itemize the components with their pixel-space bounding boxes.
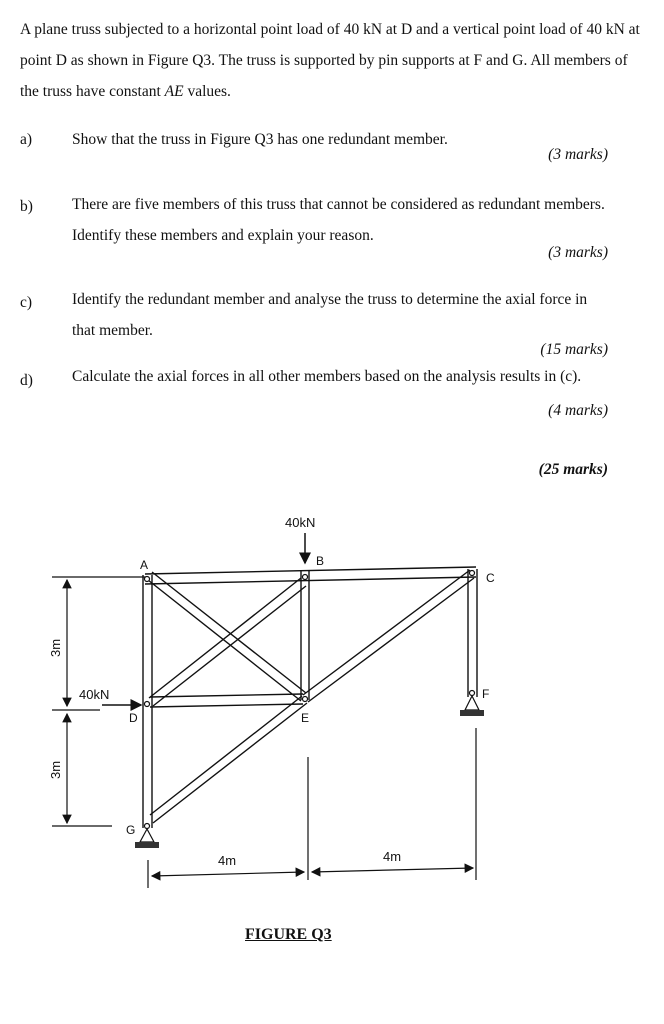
- member-de: [150, 694, 303, 707]
- truss-figure: [0, 500, 664, 920]
- member-ce: [303, 570, 474, 702]
- question-d-marks: (4 marks): [548, 402, 608, 419]
- question-a-label: a): [20, 131, 33, 148]
- dim-label-right: 4m: [383, 849, 402, 864]
- truss-members: [143, 567, 477, 828]
- joint-d: [145, 702, 150, 707]
- label-f: F: [482, 687, 490, 701]
- dim-label-left: 4m: [218, 853, 237, 868]
- question-a-marks: (3 marks): [548, 146, 608, 163]
- problem-statement: [20, 14, 640, 107]
- member-eg: [150, 696, 310, 823]
- intro-text-1: A plane truss subjected to a horizontal point load of 40 kN at D and a vertical point load of 40 kN at point D as shown in Figure Q3. The truss is supported by pin supports at F and G. All members of the truss have constant: [20, 21, 640, 100]
- question-b-marks: (3 marks): [548, 244, 608, 261]
- question-c-label: c): [20, 294, 33, 311]
- label-g: G: [126, 823, 136, 837]
- support-g: [135, 829, 159, 848]
- question-b-label: b): [20, 198, 33, 215]
- question-a-text: Show that the truss in Figure Q3 has one redundant member.: [72, 131, 448, 148]
- intro-text-2: values.: [183, 83, 231, 100]
- question-c-marks: (15 marks): [540, 341, 608, 358]
- member-cf: [468, 569, 477, 697]
- label-e: E: [301, 711, 310, 725]
- question-c-text: Identify the redundant member and analyse the truss to determine the axial force in that member.: [72, 291, 588, 339]
- joint-a: [145, 577, 150, 582]
- dim-label-lower: 3m: [48, 760, 63, 780]
- figure-caption: FIGURE Q3: [245, 926, 332, 943]
- joint-c: [470, 571, 475, 576]
- support-f: [460, 696, 484, 716]
- dim-label-upper: 3m: [48, 638, 63, 658]
- label-d: D: [129, 711, 138, 725]
- load-horizontal-label: 40kN: [79, 687, 110, 702]
- question-d-label: d): [20, 372, 33, 389]
- question-d-text: Calculate the axial forces in all other members based on the analysis results in (c).: [72, 368, 582, 385]
- load-vertical-label: 40kN: [285, 515, 316, 530]
- joint-e: [303, 697, 308, 702]
- member-ac: [145, 567, 476, 584]
- label-b: B: [316, 554, 325, 568]
- dimension-right: [312, 868, 473, 872]
- ae-symbol: AE: [164, 83, 184, 100]
- total-marks: (25 marks): [538, 461, 608, 478]
- label-a: A: [140, 558, 149, 572]
- label-c: C: [486, 571, 495, 585]
- question-b-text: There are five members of this truss that cannot be considered as redundant members. Identify these members and explain your reason.: [72, 196, 605, 244]
- joint-b: [303, 575, 308, 580]
- dimension-left: [152, 872, 304, 876]
